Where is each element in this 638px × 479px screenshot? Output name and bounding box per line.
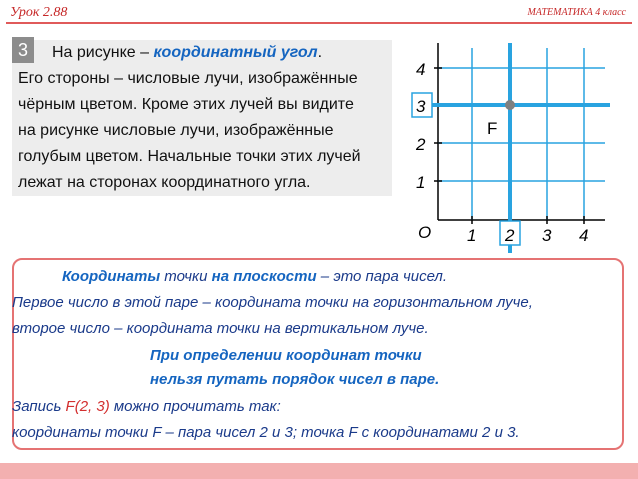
- x-tick-label-4: 4: [579, 226, 589, 245]
- definition-line-1: [62, 268, 447, 285]
- point-f-label: F: [487, 119, 498, 138]
- x-tick-label-1: 1: [467, 226, 477, 245]
- on-plane-term: на плоскости: [211, 268, 317, 285]
- intro-line-1-post: .: [317, 44, 323, 61]
- example-notation: F(2, 3): [65, 398, 110, 415]
- intro-line-3: чёрным цветом. Кроме этих лучей вы видите: [18, 96, 354, 113]
- definition-line-2: Первое число в этой паре – координата точки на горизонтальном луче,: [12, 294, 533, 311]
- coordinate-angle-term: координатный угол: [153, 44, 318, 61]
- y-tick-label-4: 4: [416, 60, 426, 79]
- footer-bar: [0, 463, 638, 479]
- point-f: [505, 100, 515, 110]
- definition-line-1-text-b: – это пара чисел.: [316, 268, 448, 285]
- header-divider: [6, 22, 632, 24]
- intro-line-2: Его стороны – числовые лучи, изображённые: [18, 70, 358, 87]
- intro-line-4: на рисунке числовые лучи, изображённые: [18, 122, 334, 139]
- origin-label: O: [418, 223, 432, 242]
- lesson-label: Урок 2.88: [10, 5, 68, 20]
- subject-label: МАТЕМАТИКА 4 класс: [527, 7, 626, 18]
- intro-line-1-pre: На рисунке –: [52, 44, 154, 61]
- definition-box: [12, 258, 624, 450]
- rule-line-2: нельзя путать порядок чисел в паре.: [150, 371, 440, 388]
- y-tick-label-2: 2: [416, 135, 426, 154]
- intro-text-block: [12, 40, 392, 196]
- x-tick-label-3: 3: [542, 226, 552, 245]
- slide-number: 3: [12, 37, 34, 63]
- example-suffix: можно прочитать так:: [109, 398, 281, 415]
- intro-line-1: [12, 40, 392, 66]
- coordinate-graph: [400, 38, 610, 253]
- example-prefix: Запись: [12, 398, 66, 415]
- example-line-2: координаты точки F – пара чисел 2 и 3; точка F с координатами 2 и 3.: [12, 424, 520, 441]
- rule-line-1: При определении координат точки: [150, 347, 422, 364]
- y-tick-label-3: 3: [416, 97, 426, 116]
- y-tick-label-1: 1: [416, 173, 426, 192]
- coordinates-term: Координаты: [62, 268, 161, 285]
- x-tick-label-2: 2: [505, 226, 515, 245]
- intro-line-5: голубым цветом. Начальные точки этих лучей: [18, 148, 361, 165]
- definition-line-1-text-a: точки: [160, 268, 212, 285]
- intro-line-6: лежат на сторонах координатного угла.: [18, 174, 311, 191]
- definition-line-3: второе число – координата точки на вертикальном луче.: [12, 320, 429, 337]
- example-line-1: [12, 398, 281, 415]
